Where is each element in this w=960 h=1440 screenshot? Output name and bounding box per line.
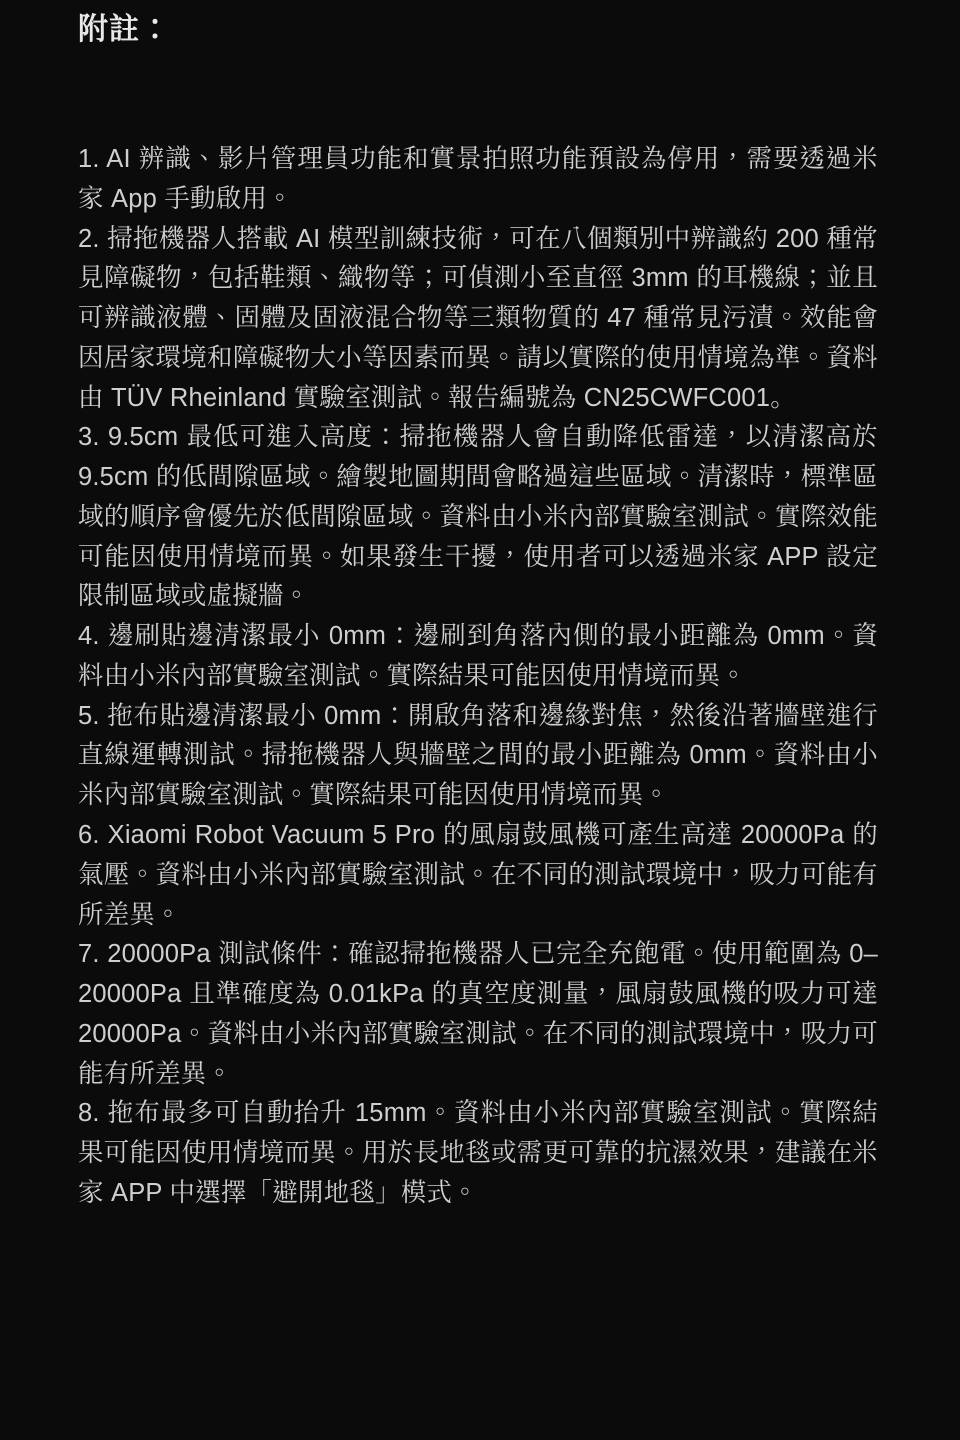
list-item: 1. AI 辨識、影片管理員功能和實景拍照功能預設為停用，需要透過米家 App 手動啟用。 xyxy=(78,145,878,213)
list-item: 7. 20000Pa 測試條件：確認掃拖機器人已完全充飽電。使用範圍為 0–20000Pa 且準確度為 0.01kPa 的真空度測量，風扇鼓風機的吸力可達 20000Pa。資料由小米內部實驗室測試。在不同的測試環境中，吸力可能有所差異。 xyxy=(78,940,878,1088)
list-item: 5. 拖布貼邊清潔最小 0mm：開啟角落和邊緣對焦，然後沿著牆壁進行直線運轉測試。掃拖機器人與牆壁之間的最小距離為 0mm。資料由小米內部實驗室測試。實際結果可能因使用情境而異。 xyxy=(78,701,878,810)
page-title: 附註： xyxy=(78,13,171,46)
notes-list xyxy=(78,140,878,1214)
list-item: 4. 邊刷貼邊清潔最小 0mm：邊刷到角落內側的最小距離為 0mm。資料由小米內部實驗室測試。實際結果可能因使用情境而異。 xyxy=(78,622,878,690)
list-item: 6. Xiaomi Robot Vacuum 5 Pro 的風扇鼓風機可產生高達 20000Pa 的氣壓。資料由小米內部實驗室測試。在不同的測試環境中，吸力可能有所差異。 xyxy=(78,821,878,929)
list-item: 3. 9.5cm 最低可進入高度：掃拖機器人會自動降低雷達，以清潔高於 9.5cm 的低間隙區域。繪製地圖期間會略過這些區域。清潔時，標準區域的順序會優先於低間隙區域。資料由小米內部實驗室測試。實際效能可能因使用情境而異。如果發生干擾，使用者可以透過米家 APP 設定限制區域或虛擬牆。 xyxy=(78,423,878,611)
list-item: 2. 掃拖機器人搭載 AI 模型訓練技術，可在八個類別中辨識約 200 種常見障礙物，包括鞋類、織物等；可偵測小至直徑 3mm 的耳機線；並且可辨識液體、固體及固液混合物等三類物質的 47 種常見污漬。效能會因居家環境和障礙物大小等因素而異。請以實際的使用情境為準。資料由 TÜV Rheinland 實驗室測試。報告編號為 CN25CWFC001。 xyxy=(78,224,878,412)
list-item: 8. 拖布最多可自動抬升 15mm。資料由小米內部實驗室測試。實際結果可能因使用情境而異。用於長地毯或需更可靠的抗濕效果，建議在米家 APP 中選擇「避開地毯」模式。 xyxy=(78,1099,878,1207)
